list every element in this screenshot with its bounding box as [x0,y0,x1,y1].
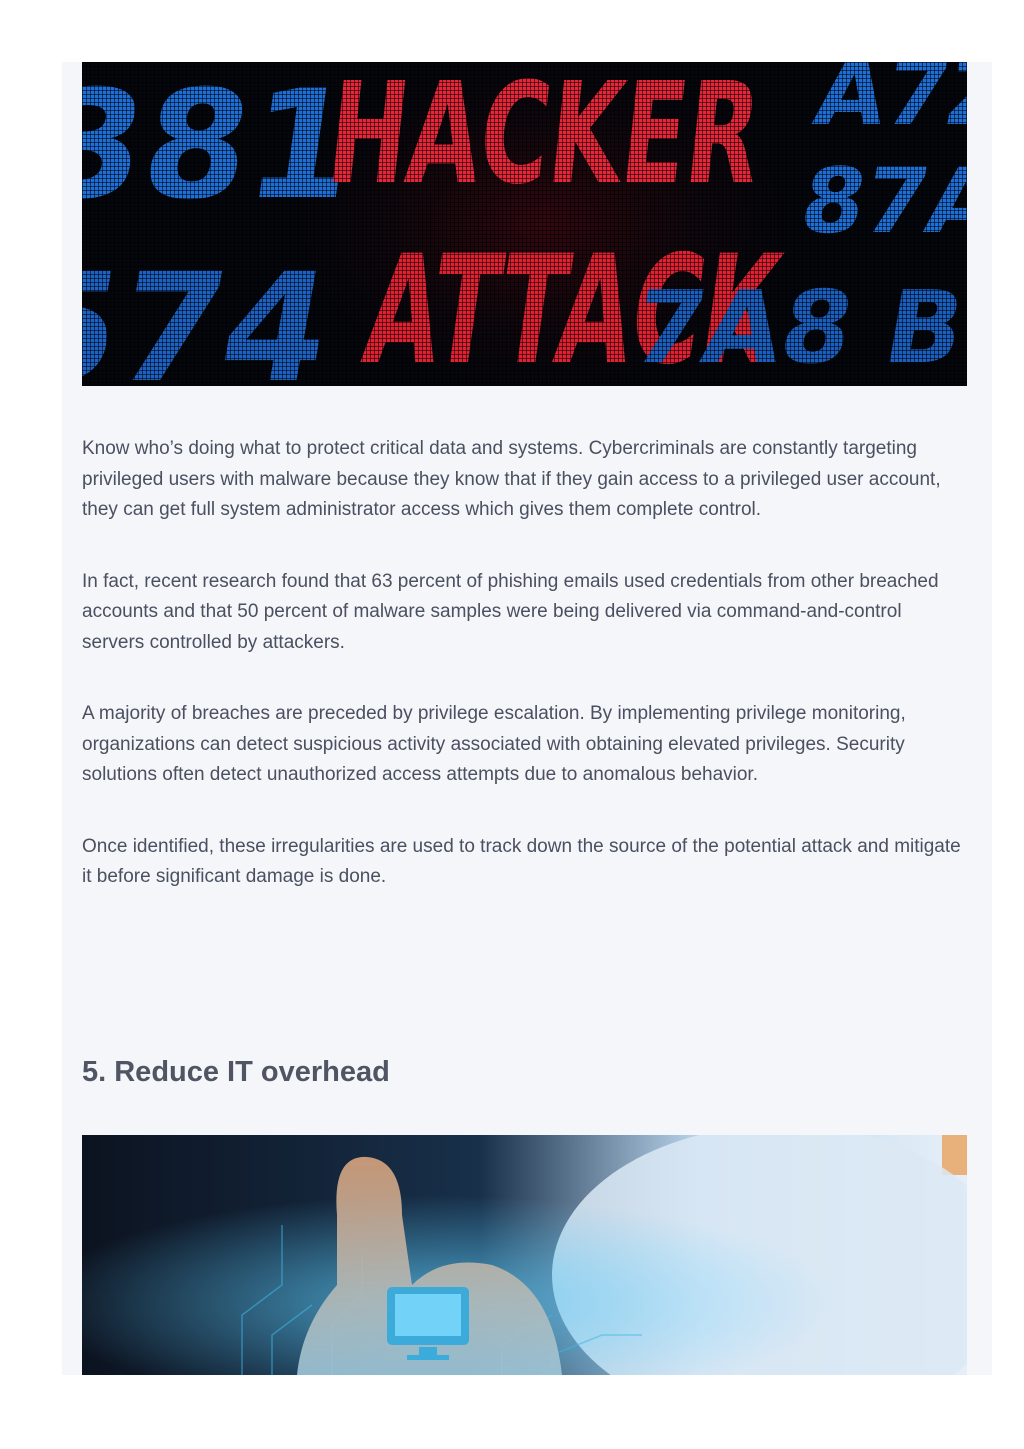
article-body [82,434,967,934]
paragraph-2: In fact, recent research found that 63 percent of phishing emails used credentials from other breached accounts and that 50 percent of malware samples were being delivered via command-and-control servers controlled by attackers. [82,570,939,653]
article-card [62,62,992,1375]
hacker-attack-graphic [82,62,967,386]
hacker-attack-image [82,62,967,386]
finger-touch-image [82,1135,967,1375]
section-heading: 5. Reduce IT overhead [82,1056,390,1088]
paragraph-4: Once identified, these irregularities are used to track down the source of the potential attack and mitigate it before significant damage is done. [82,835,961,887]
paragraph-1: Know who’s doing what to protect critical data and systems. Cybercriminals are constantly targeting privileged users with malware because they know that if they gain access to a privileged user account, they can get full system administrator access which gives them complete control. [82,438,941,520]
finger-touch-graphic [82,1135,967,1375]
paragraph-3: A majority of breaches are preceded by privilege escalation. By implementing privilege monitoring, organizations can detect suspicious activity associated with obtaining elevated privileges. Security solutions often detect unauthorized access attempts due to anomalous behavior. [82,703,906,785]
